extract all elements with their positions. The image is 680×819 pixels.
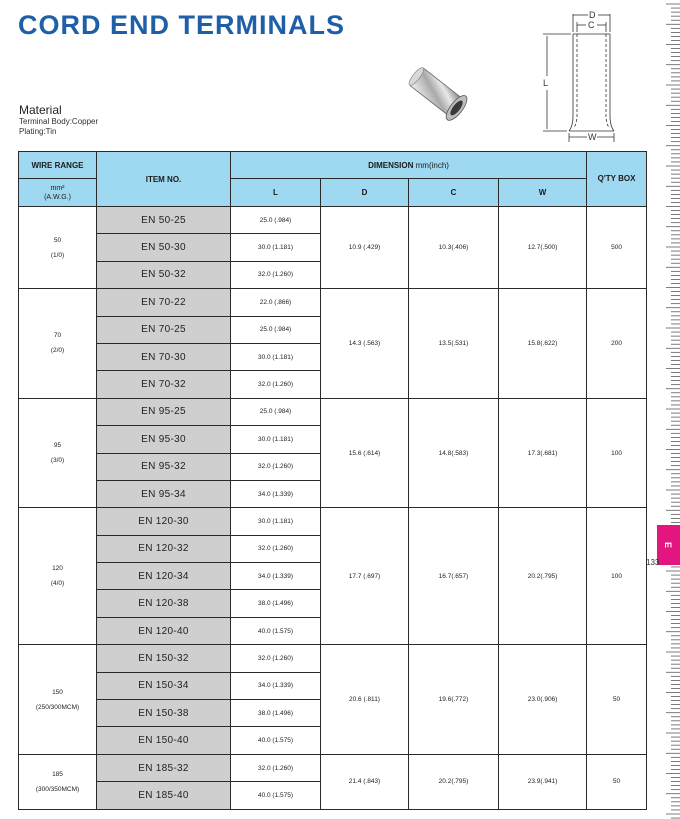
qty-cell: 500: [587, 207, 647, 289]
dim-d-cell: 10.9 (.429): [321, 207, 409, 289]
dim-l-cell: 32.0 (1.260): [231, 645, 321, 672]
wire-range-cell: [19, 508, 97, 645]
wire-mm: 185: [52, 770, 63, 778]
item-no-cell: EN 70-30: [97, 343, 231, 370]
dim-w-cell: 23.9(.941): [499, 754, 587, 809]
item-no-cell: EN 50-30: [97, 234, 231, 261]
item-no-cell: EN 120-34: [97, 563, 231, 590]
dim-l-cell: 32.0 (1.260): [231, 754, 321, 781]
col-l-header: L: [231, 179, 321, 207]
dim-l-cell: 40.0 (1.575): [231, 617, 321, 644]
qty-cell: 200: [587, 289, 647, 399]
wire-awg: (4/0): [50, 580, 65, 588]
dim-l-cell: 32.0 (1.260): [231, 371, 321, 398]
wire-awg: (250/300MCM): [35, 703, 80, 711]
wire-range-header: WIRE RANGE: [19, 152, 97, 179]
wire-range-cell: [19, 398, 97, 508]
dim-l-cell: 32.0 (1.260): [231, 453, 321, 480]
dimension-diagram: [537, 4, 637, 144]
item-no-cell: EN 120-40: [97, 617, 231, 644]
dim-l-cell: 30.0 (1.181): [231, 343, 321, 370]
dim-l-cell: 30.0 (1.181): [231, 234, 321, 261]
dim-l-cell: 25.0 (.984): [231, 398, 321, 425]
dim-c-cell: 19.6(.772): [409, 645, 499, 755]
section-tab: E: [657, 525, 680, 565]
material-heading: Material: [19, 103, 62, 117]
wire-range-cell: [19, 289, 97, 399]
item-no-cell: EN 50-32: [97, 261, 231, 288]
page-number: 133: [646, 558, 660, 567]
spec-table: [18, 151, 647, 810]
dim-w-cell: 12.7(.500): [499, 207, 587, 289]
table-row: [19, 754, 647, 781]
spec-table-body: [19, 207, 647, 810]
item-no-cell: EN 185-32: [97, 754, 231, 781]
table-row: [19, 508, 647, 535]
dim-w-cell: 20.2(.795): [499, 508, 587, 645]
wire-awg: (300/350MCM): [35, 785, 80, 793]
item-no-cell: EN 120-30: [97, 508, 231, 535]
page-edge-ruler: [656, 0, 680, 819]
diagram-label-l: L: [543, 78, 549, 88]
wire-range-cell: [19, 645, 97, 755]
diagram-label-d: D: [589, 10, 596, 20]
qty-cell: 100: [587, 398, 647, 508]
dim-w-cell: 15.8(.622): [499, 289, 587, 399]
qty-cell: 50: [587, 645, 647, 755]
item-no-cell: EN 70-22: [97, 289, 231, 316]
material-plating: Plating:Tin: [19, 127, 57, 136]
page-title: CORD END TERMINALS: [18, 10, 345, 40]
dim-d-cell: 20.6 (.811): [321, 645, 409, 755]
item-no-cell: EN 70-25: [97, 316, 231, 343]
item-no-cell: EN 70-32: [97, 371, 231, 398]
item-no-cell: EN 95-30: [97, 426, 231, 453]
dimension-header: DIMENSION mm(inch): [231, 152, 587, 179]
dim-l-cell: 25.0 (.984): [231, 316, 321, 343]
wire-mm: 50: [53, 236, 62, 244]
dim-l-cell: 34.0 (1.339): [231, 563, 321, 590]
wire-awg: (2/0): [50, 347, 65, 355]
wire-awg: (1/0): [50, 251, 65, 259]
dim-l-cell: 30.0 (1.181): [231, 426, 321, 453]
material-info: [19, 103, 98, 137]
item-no-cell: EN 120-32: [97, 535, 231, 562]
dim-c-cell: 13.5(.531): [409, 289, 499, 399]
table-row: [19, 645, 647, 672]
dim-c-cell: 20.2(.795): [409, 754, 499, 809]
wire-range-cell: [19, 754, 97, 809]
wire-mm: 70: [53, 332, 62, 340]
ferrule-photo: [405, 60, 475, 130]
dim-w-cell: 17.3(.681): [499, 398, 587, 508]
item-no-cell: EN 95-32: [97, 453, 231, 480]
wire-mm: 120: [52, 565, 63, 573]
item-no-cell: EN 150-40: [97, 727, 231, 754]
material-body: Terminal Body:Copper: [19, 117, 99, 126]
wire-unit-header: mm² (A.W.G.): [19, 179, 97, 207]
wire-mm: 150: [52, 688, 63, 696]
dim-d-cell: 14.3 (.563): [321, 289, 409, 399]
col-d-header: D: [321, 179, 409, 207]
diagram-label-c: C: [588, 20, 595, 30]
table-row: [19, 207, 647, 234]
item-no-header: ITEM NO.: [97, 152, 231, 207]
dim-l-cell: 25.0 (.984): [231, 207, 321, 234]
dim-c-cell: 10.3(.406): [409, 207, 499, 289]
item-no-cell: EN 185-40: [97, 782, 231, 809]
item-no-cell: EN 95-25: [97, 398, 231, 425]
dim-c-cell: 14.8(.583): [409, 398, 499, 508]
dim-l-cell: 30.0 (1.181): [231, 508, 321, 535]
dim-l-cell: 40.0 (1.575): [231, 727, 321, 754]
dim-l-cell: 38.0 (1.496): [231, 700, 321, 727]
item-no-cell: EN 150-38: [97, 700, 231, 727]
item-no-cell: EN 50-25: [97, 207, 231, 234]
dim-l-cell: 22.0 (.866): [231, 289, 321, 316]
dim-d-cell: 21.4 (.843): [321, 754, 409, 809]
dim-l-cell: 32.0 (1.260): [231, 535, 321, 562]
table-row: [19, 289, 647, 316]
item-no-cell: EN 150-34: [97, 672, 231, 699]
dim-l-cell: 34.0 (1.339): [231, 672, 321, 699]
wire-awg: (3/0): [50, 457, 65, 465]
qty-box-header: Q'TY BOX: [587, 152, 647, 207]
item-no-cell: EN 95-34: [97, 480, 231, 507]
col-c-header: C: [409, 179, 499, 207]
diagram-label-w: W: [588, 132, 597, 142]
item-no-cell: EN 120-38: [97, 590, 231, 617]
dim-c-cell: 16.7(.657): [409, 508, 499, 645]
dim-l-cell: 38.0 (1.496): [231, 590, 321, 617]
col-w-header: W: [499, 179, 587, 207]
dim-l-cell: 34.0 (1.339): [231, 480, 321, 507]
dim-l-cell: 32.0 (1.260): [231, 261, 321, 288]
table-row: [19, 398, 647, 425]
qty-cell: 100: [587, 508, 647, 645]
dim-d-cell: 17.7 (.697): [321, 508, 409, 645]
qty-cell: 50: [587, 754, 647, 809]
wire-mm: 95: [53, 442, 62, 450]
dim-w-cell: 23.0(.906): [499, 645, 587, 755]
dim-l-cell: 40.0 (1.575): [231, 782, 321, 809]
dim-d-cell: 15.6 (.614): [321, 398, 409, 508]
wire-range-cell: [19, 207, 97, 289]
item-no-cell: EN 150-32: [97, 645, 231, 672]
